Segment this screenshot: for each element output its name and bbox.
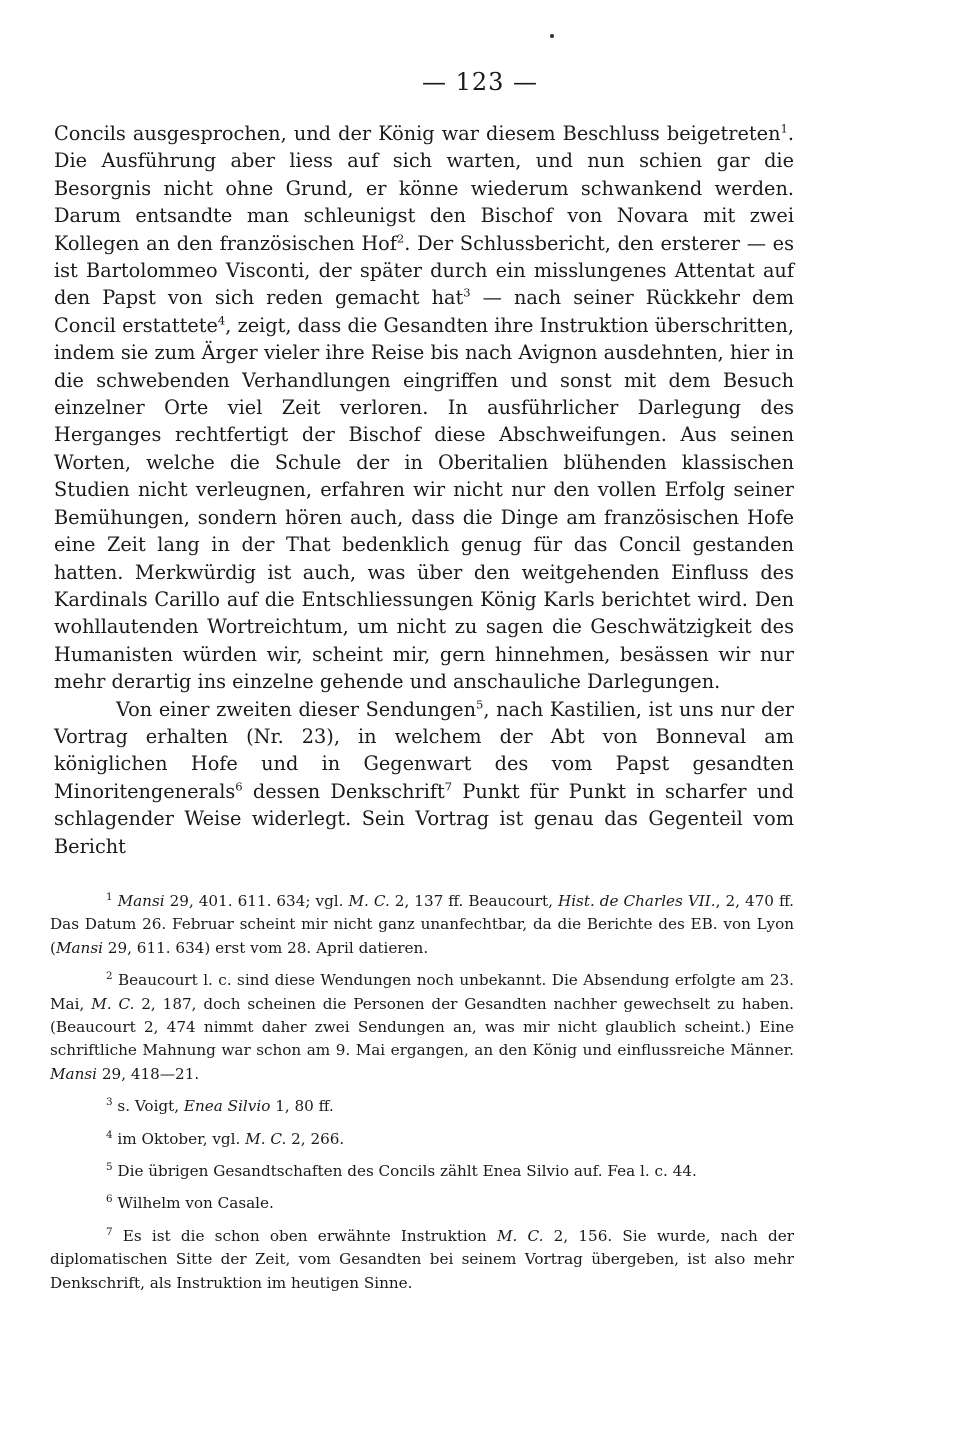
text-run: Es ist die schon oben erwähnte Instruktion — [122, 1226, 497, 1245]
text-run: Die übrigen Gesandtschaften des Concils zählt Enea Silvio auf. Fea l. c. 44. — [117, 1162, 697, 1181]
footnote — [50, 1160, 794, 1183]
footnote — [50, 1225, 794, 1295]
italic-run: Mansi — [55, 938, 103, 957]
text-run: . Die Ausführung aber liess auf sich warten, und nun schien gar die Besorgnis nicht ohne Grund, er könne wiederum schwankend werden. Darum entsandte man schleunigst den Bischof von Novara mit zwei Kollegen an den französischen Hof — [54, 122, 794, 255]
italic-run: M. C. — [348, 892, 390, 910]
text-run: 29, 418—21. — [97, 1064, 200, 1083]
footnote-number: 3 — [106, 1096, 113, 1109]
italic-run: Mansi — [117, 892, 165, 910]
text-run: 29, 401. 611. 634; vgl. — [164, 892, 349, 910]
italic-run: Hist. de Charles VII. — [557, 892, 716, 910]
text-run: 2, 266. — [286, 1129, 345, 1148]
footnote-number: 2 — [106, 970, 113, 983]
italic-run: Mansi — [50, 1064, 98, 1083]
text-run: — nach seiner Rückkehr dem Concil erstattete — [54, 286, 795, 337]
italic-run: M. C. — [496, 1226, 544, 1245]
footnote-number: 7 — [106, 1225, 113, 1238]
footnote-marker: 4 — [217, 313, 226, 328]
footnote-marker: 3 — [463, 286, 471, 301]
italic-run: M. C. — [245, 1129, 287, 1148]
footnote-number: 5 — [106, 1161, 113, 1173]
main-text — [54, 120, 794, 860]
text-run: , nach Kastilien, ist uns nur der Vortrag erhalten (Nr. 23), in welchem der Abt von Bonneval am königlichen Hofe und in Gegenwart des vom Papst gesandten Minoritengenerals — [54, 697, 794, 803]
footnote-marker: 5 — [475, 697, 484, 712]
footnote-number: 1 — [106, 890, 113, 903]
footnote — [50, 1095, 794, 1118]
text-run: 2, 156. Sie wurde, nach der diplomatischen Sitte der Zeit, vom Gesandten bei seinem Vortrag übergeben, ist also mehr Denkschrift, als Instruktion im heutigen Sinne. — [50, 1226, 794, 1292]
text-run: s. Voigt, — [117, 1097, 184, 1116]
text-run: . Der Schlussbericht, den ersterer — es ist Bartolommeo Visconti, der später durch ein misslungenes Attentat auf den Papst von sich reden gemacht hat — [54, 231, 794, 310]
paragraph — [54, 120, 794, 696]
text-run: , zeigt, dass die Gesandten ihre Instruktion überschritten, indem sie zum Ärger vieler ihre Reise bis nach Avignon ausdehnten, hier in die schwebenden Verhandlungen eingriffen und sonst mit dem Besuch einzelner Orte viel Zeit verloren. In ausführlicher Darlegung des Herganges rechtfertigt der Bischof diese Abschweifungen. Aus seinen Worten, welche die Schule der in Oberitalien blühenden klassischen Studien nicht verleugnen, erfahren wir nicht nur den vollen Erfolg seiner Bemühungen, sondern hören auch, dass die Dinge am französischen Hofe eine Zeit lang in der That bedenklich genug für das Concil gestanden hatten. Merkwürdig ist auch, was über den weitgehenden Einfluss des Kardinals Carillo auf die Entschliessungen König Karls berichtet wird. Den wohllautenden Wortreichtum, um nicht zu sagen die Geschwätzigkeit des Humanisten würden wir, scheint mir, gern hinnehmen, besässen wir nur mehr derartig ins einzelne gehende und anschauliche Darlegungen. — [54, 313, 795, 694]
footnote-marker: 1 — [780, 121, 788, 136]
text-run: Beaucourt l. c. sind diese Wendungen noch unbekannt. Die Absendung erfolgte am 23. Mai, — [50, 971, 794, 1013]
italic-run: M. C. — [91, 994, 135, 1013]
paragraph — [54, 696, 794, 860]
page-number: — 123 — — [421, 68, 539, 96]
footnote — [50, 969, 794, 1086]
scan-speck — [550, 34, 554, 38]
text-run: 1, 80 ff. — [270, 1097, 334, 1116]
footnote — [50, 890, 794, 960]
footnotes — [50, 890, 794, 1304]
italic-run: Enea Silvio — [183, 1097, 271, 1116]
text-run: 2, 187, doch scheinen die Personen der Gesandten nachher gewechselt zu haben. (Beaucourt 2, 474 nimmt daher zwei Sendungen an, was mir nicht glaublich scheint.) Eine schriftliche Mahnung war schon am 9. Mai ergangen, an den König und einflussreiche Männer. — [50, 994, 794, 1060]
footnote-marker: 7 — [444, 779, 453, 794]
text-run: Punkt für Punkt in scharfer und schlagender Weise widerlegt. Sein Vortrag ist genau das Gegenteil vom Bericht — [54, 779, 794, 858]
footnote-marker: 6 — [235, 779, 243, 794]
text-run: 29, 611. 634) erst vom 28. April datieren. — [102, 938, 429, 957]
text-run: dessen Denkschrift — [242, 779, 445, 803]
text-run: 2, 137 ff. Beaucourt, — [389, 892, 558, 910]
text-run: im Oktober, vgl. — [117, 1129, 246, 1148]
text-run: Von einer zweiten dieser Sendungen — [116, 697, 476, 721]
footnote-marker: 2 — [396, 231, 405, 246]
text-run: , 2, 470 ff. Das Datum 26. Februar scheint mir nicht ganz unanfechtbar, da die Berichte des EB. von Lyon ( — [50, 892, 795, 957]
footnote-number: 4 — [106, 1128, 113, 1141]
footnote — [50, 1192, 794, 1215]
footnote-number: 6 — [106, 1193, 113, 1206]
text-run: Wilhelm von Casale. — [117, 1194, 274, 1213]
footnote — [50, 1128, 794, 1151]
text-run: Concils ausgesprochen, und der König war diesem Beschluss beigetreten — [54, 122, 781, 145]
